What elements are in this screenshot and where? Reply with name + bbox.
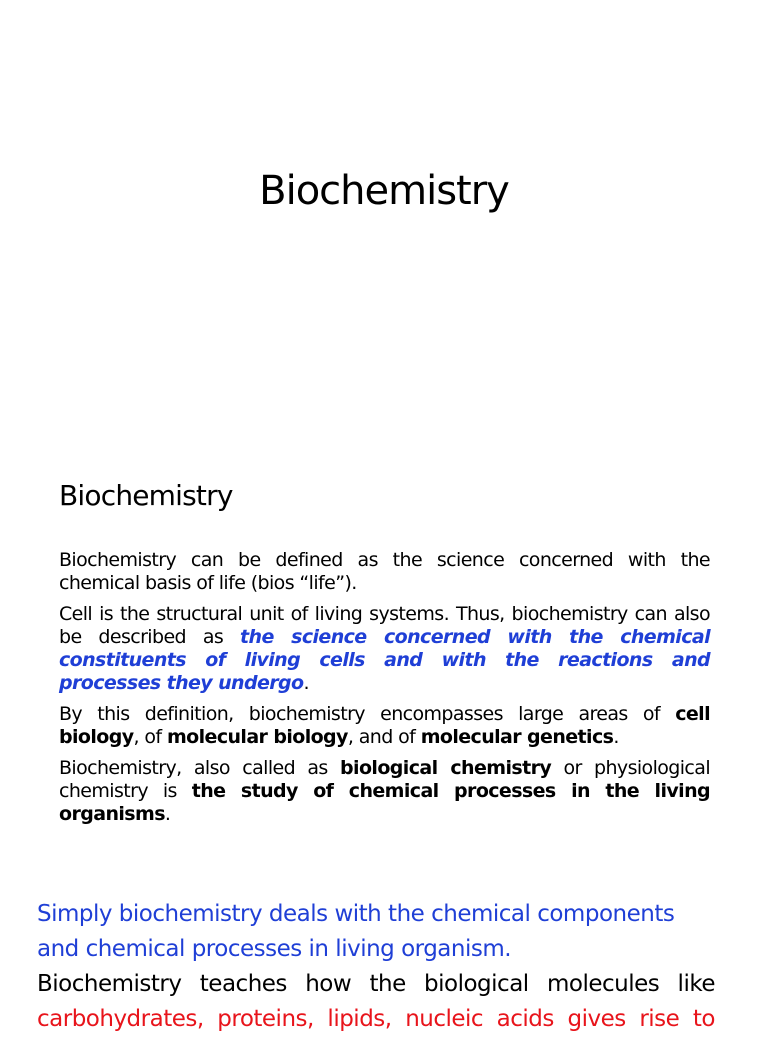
text-run: . <box>613 726 619 748</box>
slide-title: Biochemistry <box>259 168 509 214</box>
paragraph-biological-chemistry <box>59 757 710 826</box>
text-run: , of <box>133 726 167 748</box>
red-statement: carbohydrates, proteins, lipids, nucleic acids gives rise to <box>37 1006 715 1032</box>
text-run: Cell is the structural unit of living systems. Thus, biochemistry can also be described as <box>59 603 710 648</box>
bold-term: cell biology <box>59 703 710 748</box>
blue-statement: Simply biochemistry deals with the chemical components and chemical processes in living organism. <box>37 901 675 962</box>
black-statement: Biochemistry teaches how the biological molecules like <box>37 971 715 997</box>
text-run: or physiological chemistry is <box>59 757 710 802</box>
emphasis-definition: the science concerned with the chemical constituents of living cells and with the reactions and processes they undergo <box>59 626 710 694</box>
paragraph-areas <box>59 703 710 749</box>
body-text <box>59 549 710 834</box>
text-run: By this definition, biochemistry encompasses large areas of <box>59 703 676 725</box>
text-run: Biochemistry, also called as <box>59 757 341 779</box>
paragraph-definition: Biochemistry can be defined as the science concerned with the chemical basis of life (bios “life”). <box>59 549 710 594</box>
bold-term: molecular genetics <box>420 726 614 748</box>
bold-term: biological chemistry <box>340 757 552 779</box>
paragraph-cell-unit <box>59 603 710 695</box>
section-heading: Biochemistry <box>59 479 233 512</box>
text-run: , and of <box>347 726 421 748</box>
text-run: . <box>303 672 309 694</box>
text-run: . <box>164 803 171 825</box>
bold-term: molecular biology <box>166 726 348 748</box>
slide-3 <box>37 897 715 1037</box>
bold-term: the study of chemical processes in the living organisms <box>59 780 710 825</box>
